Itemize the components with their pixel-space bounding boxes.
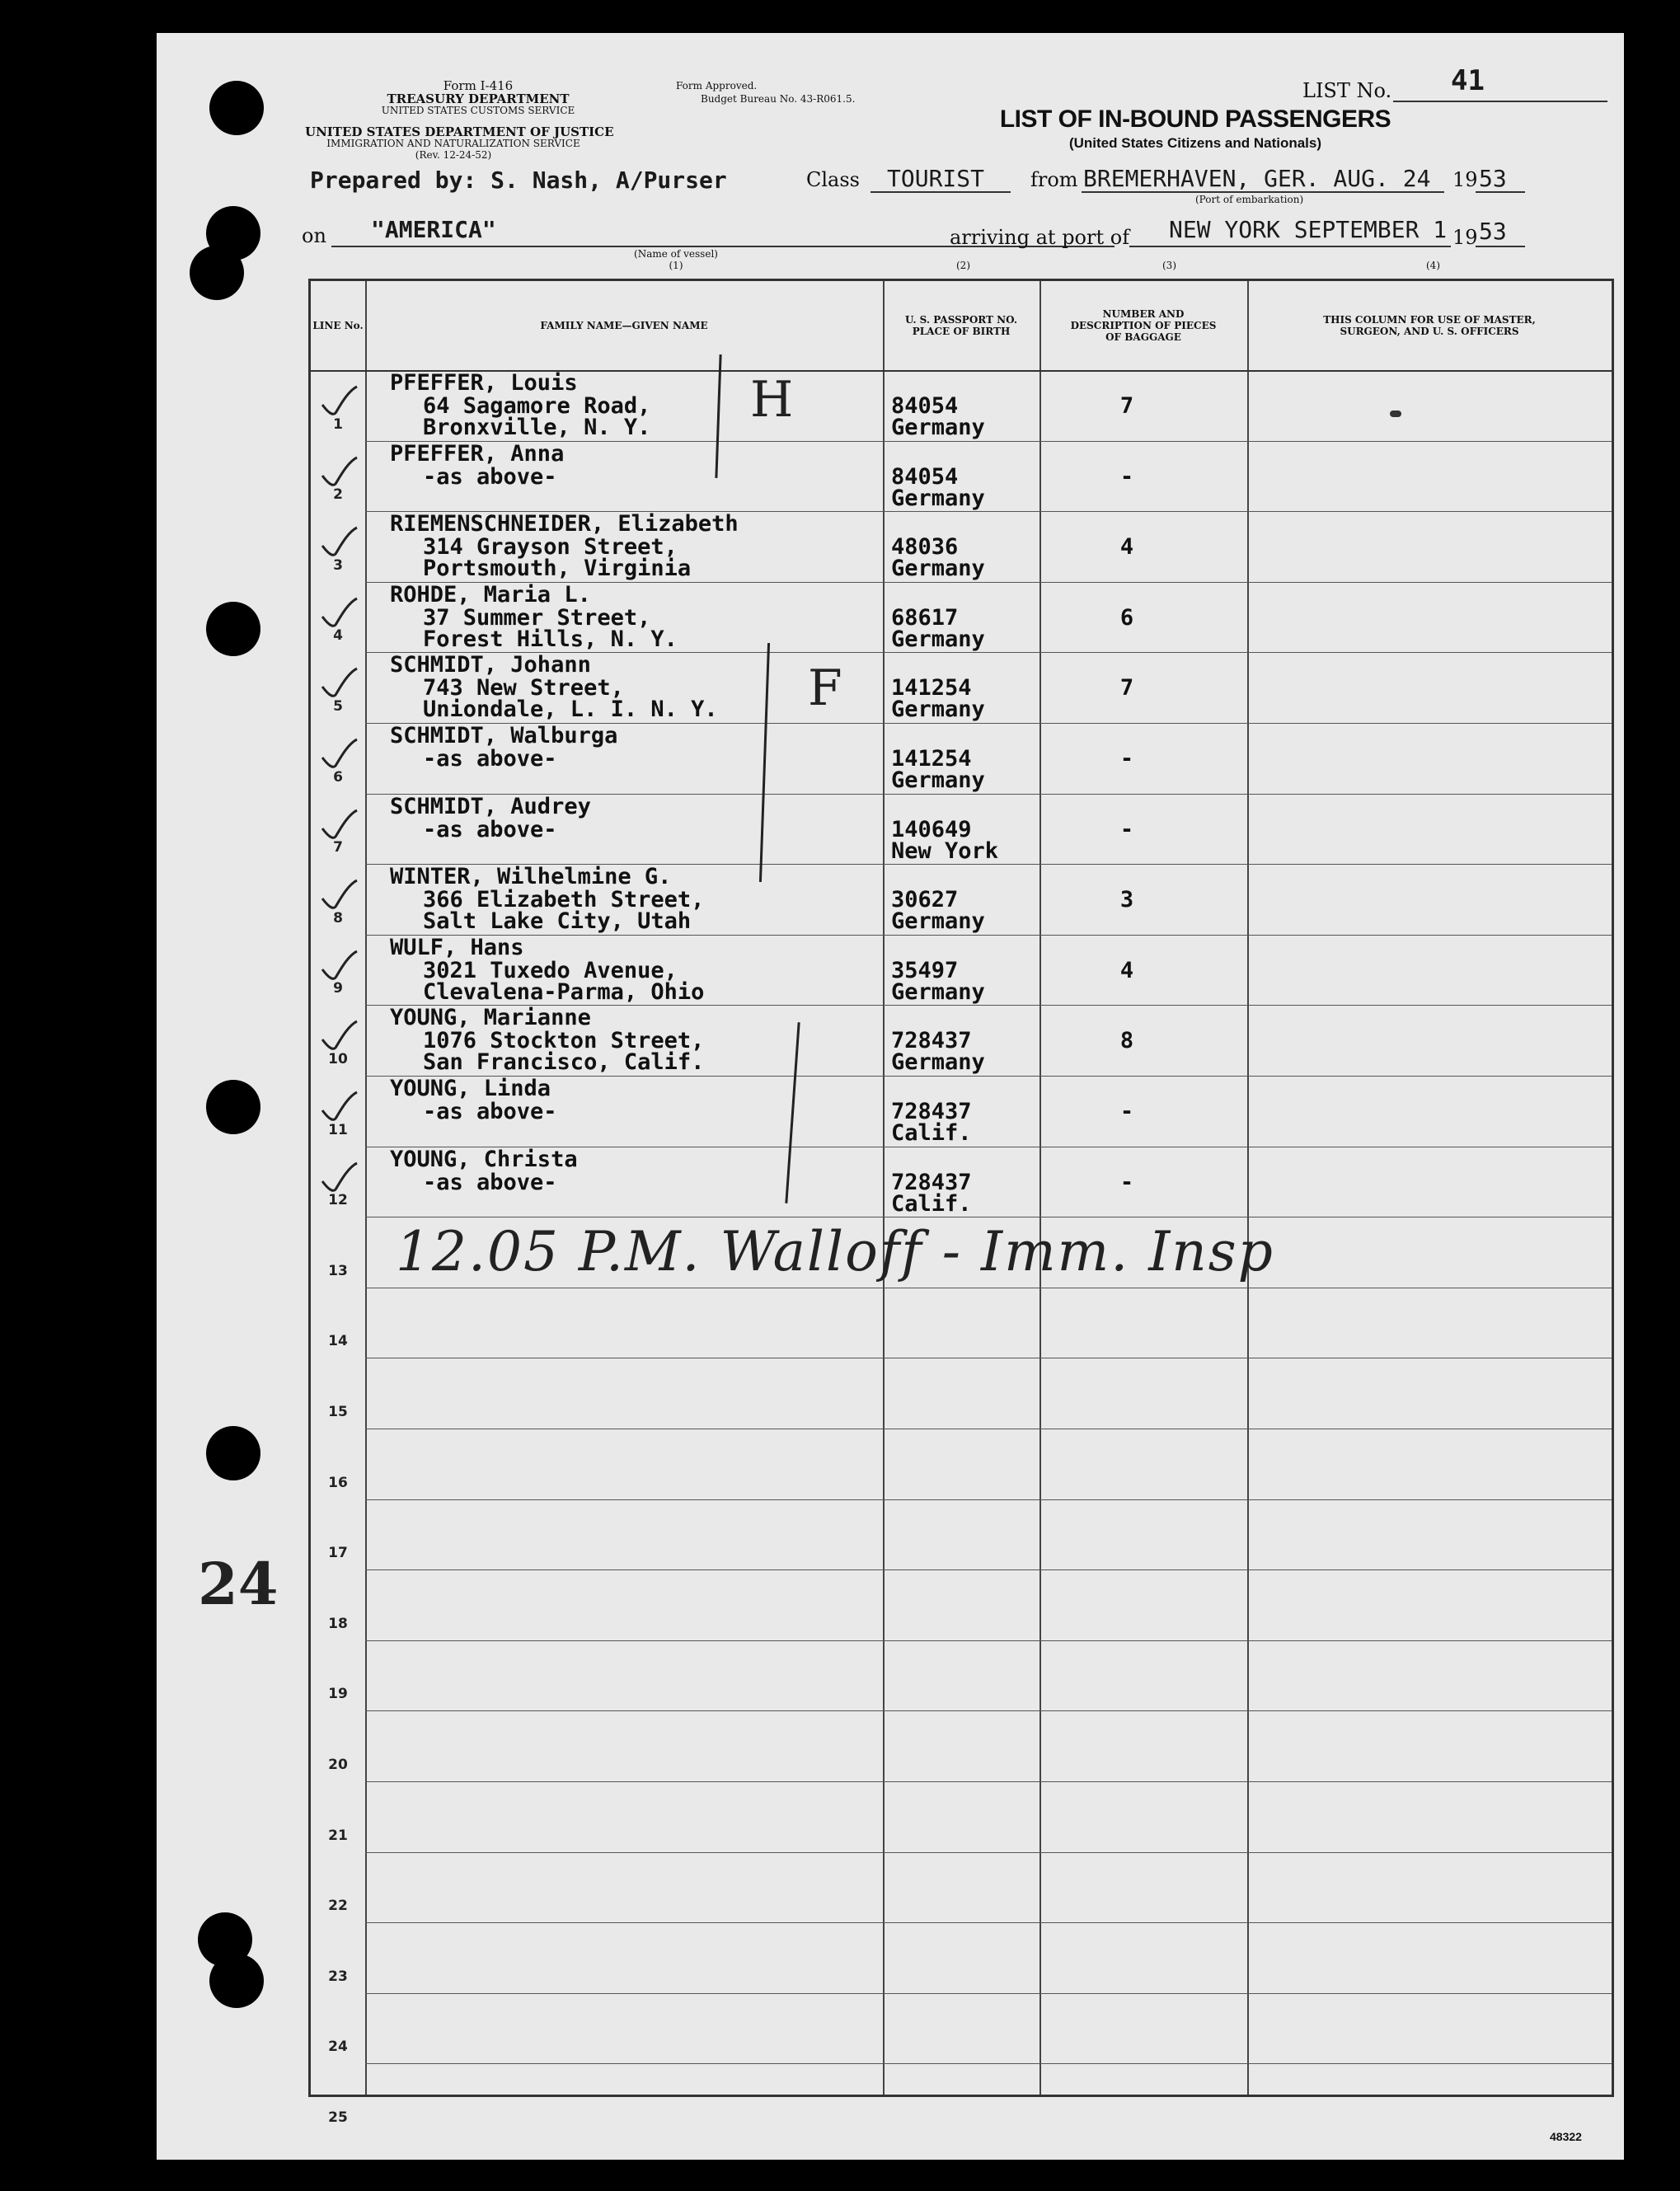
line-number: 4 [333,627,343,645]
passenger-name: RIEMENSCHNEIDER, Elizabeth [390,511,739,537]
baggage-count: 4 [1119,957,1134,983]
passenger-address-1: -as above- [423,816,557,842]
justice-dept: UNITED STATES DEPARTMENT OF JUSTICE [305,124,614,139]
page-title: LIST OF IN-BOUND PASSENGERS [999,106,1391,133]
arrival-year: 53 [1479,218,1507,245]
line-number: 15 [328,1404,348,1420]
passenger-address-1: -as above- [423,746,557,772]
from-year: 53 [1479,165,1507,192]
customs-service: UNITED STATES CUSTOMS SERVICE [381,105,575,116]
handwritten-margin-note: 24 [198,1550,279,1618]
passport-number: 84054 [891,393,959,419]
passenger-name: WULF, Hans [390,934,524,960]
place-of-birth: Germany [891,415,985,440]
passport-number: 84054 [891,463,959,490]
passenger-address-1: 314 Grayson Street, [423,534,678,561]
passenger-name: YOUNG, Marianne [390,1005,591,1031]
place-of-birth: Germany [891,767,985,793]
checkmark-icon [319,736,360,769]
line-number: 20 [328,1757,348,1773]
row-divider [365,2063,1612,2064]
line-number: 11 [328,1121,348,1138]
col-head-officers: THIS COLUMN FOR USE OF MASTER, SURGEON, AND U. S. OFFICERS [1323,314,1536,337]
passenger-name: PFEFFER, Anna [390,440,565,467]
baggage-count: - [1119,1169,1134,1195]
passenger-name: WINTER, Wilhelmine G. [390,864,672,890]
manifest-page [157,33,1624,2160]
checkmark-icon [319,1018,360,1051]
place-of-birth: Germany [891,626,985,652]
punch-hole [206,1080,260,1134]
place-of-birth: Germany [891,697,985,723]
form-approved: Form Approved. [676,80,758,91]
row-divider [365,1076,1612,1077]
arrival-year-line [1476,246,1525,247]
punch-hole [206,602,260,656]
passenger-address-1: -as above- [423,1169,557,1195]
checkmark-icon [319,807,360,840]
line-number: 6 [333,768,343,786]
line-number: 23 [328,1968,348,1985]
passport-number: 68617 [891,604,959,631]
passenger-address-1: 64 Sagamore Road, [423,393,651,419]
list-no-value: 41 [1451,64,1485,97]
passenger-address-1: -as above- [423,463,557,490]
passenger-address-1: 1076 Stockton Street, [423,1028,705,1054]
checkmark-icon [319,1160,360,1193]
punch-hole [190,246,244,300]
page-subtitle: (United States Citizens and Nationals) [1068,135,1322,151]
passenger-address-2: Uniondale, L. I. N. Y. [423,697,718,723]
passenger-name: SCHMIDT, Johann [390,652,591,678]
passenger-address-2: Salt Lake City, Utah [423,908,692,935]
passenger-name: YOUNG, Linda [390,1076,551,1101]
col-divider [365,281,367,2095]
col-divider [883,281,885,2095]
arrival-value: NEW YORK SEPTEMBER 1 [1169,216,1448,243]
line-number: 17 [328,1545,348,1562]
baggage-count: - [1119,1099,1134,1124]
passenger-name: YOUNG, Christa [390,1146,578,1172]
from-year-prefix: 19 [1452,168,1478,191]
passport-number: 141254 [891,675,972,701]
col-divider [1247,281,1249,2095]
line-number: 5 [333,698,343,715]
prepared-by: Prepared by: S. Nash, A/Purser [310,167,727,194]
treasury-dept: TREASURY DEPARTMENT [387,91,570,106]
row-divider [365,1710,1612,1711]
line-number: 9 [333,980,343,997]
baggage-count: 4 [1119,534,1134,561]
passport-number: 728437 [891,1099,972,1124]
line-number: 16 [328,1474,348,1491]
passenger-address-2: Bronxville, N. Y. [423,415,651,440]
class-label: Class [806,168,860,191]
col-divider [1039,281,1041,2095]
checkmark-icon [319,595,360,628]
baggage-count: 3 [1119,887,1134,913]
col-head-line: LINE No. [312,320,364,331]
list-no-label: LIST No. [1302,79,1392,102]
passenger-address-1: 743 New Street, [423,675,624,701]
punch-hole [206,1426,260,1480]
punch-hole [209,1954,264,2008]
row-divider [365,1640,1612,1641]
passenger-name: ROHDE, Maria L. [390,581,591,608]
line-number: 8 [333,909,343,927]
baggage-count: - [1119,816,1134,842]
baggage-count: - [1119,746,1134,772]
row-divider [365,1569,1612,1570]
form-revision: (Rev. 12-24-52) [415,149,492,161]
checkmark-icon [319,1089,360,1122]
passport-number: 140649 [891,816,972,842]
baggage-count: 8 [1119,1028,1134,1054]
place-of-birth: Germany [891,908,985,935]
passenger-address-2: Clevalena-Parma, Ohio [423,978,705,1005]
checkmark-icon [319,948,360,981]
handwritten-signoff: 12.05 P.M. Walloff - Imm. Insp [396,1220,1274,1283]
place-of-birth: New York [891,837,999,864]
from-label: from [1030,168,1078,191]
on-label: on [302,224,326,247]
col4-no: (4) [1426,260,1440,271]
checkmark-icon [319,877,360,910]
port-embarkation-label: (Port of embarkation) [1195,194,1304,205]
passenger-name: PFEFFER, Louis [390,370,578,396]
place-of-birth: Germany [891,1049,985,1076]
line-number: 19 [328,1686,348,1703]
row-divider [365,1852,1612,1853]
passport-number: 141254 [891,746,972,772]
arrival-year-prefix: 19 [1452,226,1478,249]
baggage-count: 6 [1119,604,1134,631]
budget-bureau: Budget Bureau No. 43-R061.5. [701,93,856,105]
passport-number: 728437 [891,1169,972,1195]
line-number: 3 [333,556,343,574]
vessel-label: (Name of vessel) [634,248,718,260]
footer-number: 48322 [1550,2130,1582,2143]
col3-no: (3) [1162,260,1176,271]
line-number: 22 [328,1898,348,1915]
line-number: 25 [328,2109,348,2126]
punch-hole [209,81,264,135]
stray-mark [1390,411,1401,417]
line-number: 1 [333,415,343,433]
arrival-line [1129,246,1451,247]
col-head-passport: U. S. PASSPORT NO. PLACE OF BIRTH [904,314,1018,337]
row-divider [365,1993,1612,1994]
line-number: 13 [328,1262,348,1279]
form-number: Form I-416 [443,78,514,93]
place-of-birth: Calif. [891,1120,972,1146]
baggage-count: - [1119,463,1134,490]
col-head-baggage: NUMBER AND DESCRIPTION OF PIECES OF BAGGAGE [1070,308,1217,343]
line-number: 7 [333,839,343,856]
passport-number: 30627 [891,887,959,913]
row-divider [365,1922,1612,1923]
baggage-count: 7 [1119,393,1134,419]
baggage-count: 7 [1119,675,1134,701]
passenger-address-1: 37 Summer Street, [423,604,651,631]
passenger-address-2: Forest Hills, N. Y. [423,626,678,652]
passenger-table [308,279,1614,2126]
line-number: 14 [328,1333,348,1350]
checkmark-icon [319,454,360,487]
place-of-birth: Germany [891,556,985,582]
row-divider [365,1499,1612,1500]
row-divider [365,935,1612,936]
line-number: 24 [328,2039,348,2056]
checkmark-icon [319,524,360,557]
list-no-line [1393,99,1607,102]
checkmark-icon [319,383,360,416]
col-head-name: FAMILY NAME—GIVEN NAME [540,320,708,331]
place-of-birth: Calif. [891,1190,972,1217]
line-number: 21 [328,1827,348,1844]
row-divider [365,1781,1612,1782]
checkmark-icon [319,665,360,698]
from-value: BREMERHAVEN, GER. AUG. 24 [1083,165,1431,192]
line-number: 18 [328,1615,348,1632]
passenger-address-1: 366 Elizabeth Street, [423,887,705,913]
passport-number: 728437 [891,1028,972,1054]
col2-no: (2) [956,260,970,271]
vessel-col-no: (1) [669,260,683,271]
class-value: TOURIST [887,165,985,192]
handwritten-mark-f: F [808,659,842,717]
arriving-label: arriving at port of [950,226,1130,249]
passport-number: 35497 [891,957,959,983]
handwritten-mark-h: H [750,371,794,429]
passport-number: 48036 [891,534,959,561]
ins-service: IMMIGRATION AND NATURALIZATION SERVICE [326,138,580,149]
vessel-name: "AMERICA" [371,216,496,243]
line-number: 10 [328,1051,348,1067]
passenger-address-2: Portsmouth, Virginia [423,556,692,582]
place-of-birth: Germany [891,978,985,1005]
passenger-name: SCHMIDT, Walburga [390,723,618,748]
passenger-address-1: 3021 Tuxedo Avenue, [423,957,678,983]
passenger-address-1: -as above- [423,1099,557,1124]
line-number: 12 [328,1192,348,1209]
line-number: 2 [333,486,343,504]
passenger-address-2: San Francisco, Calif. [423,1049,705,1076]
place-of-birth: Germany [891,485,985,511]
passenger-name: SCHMIDT, Audrey [390,793,591,819]
